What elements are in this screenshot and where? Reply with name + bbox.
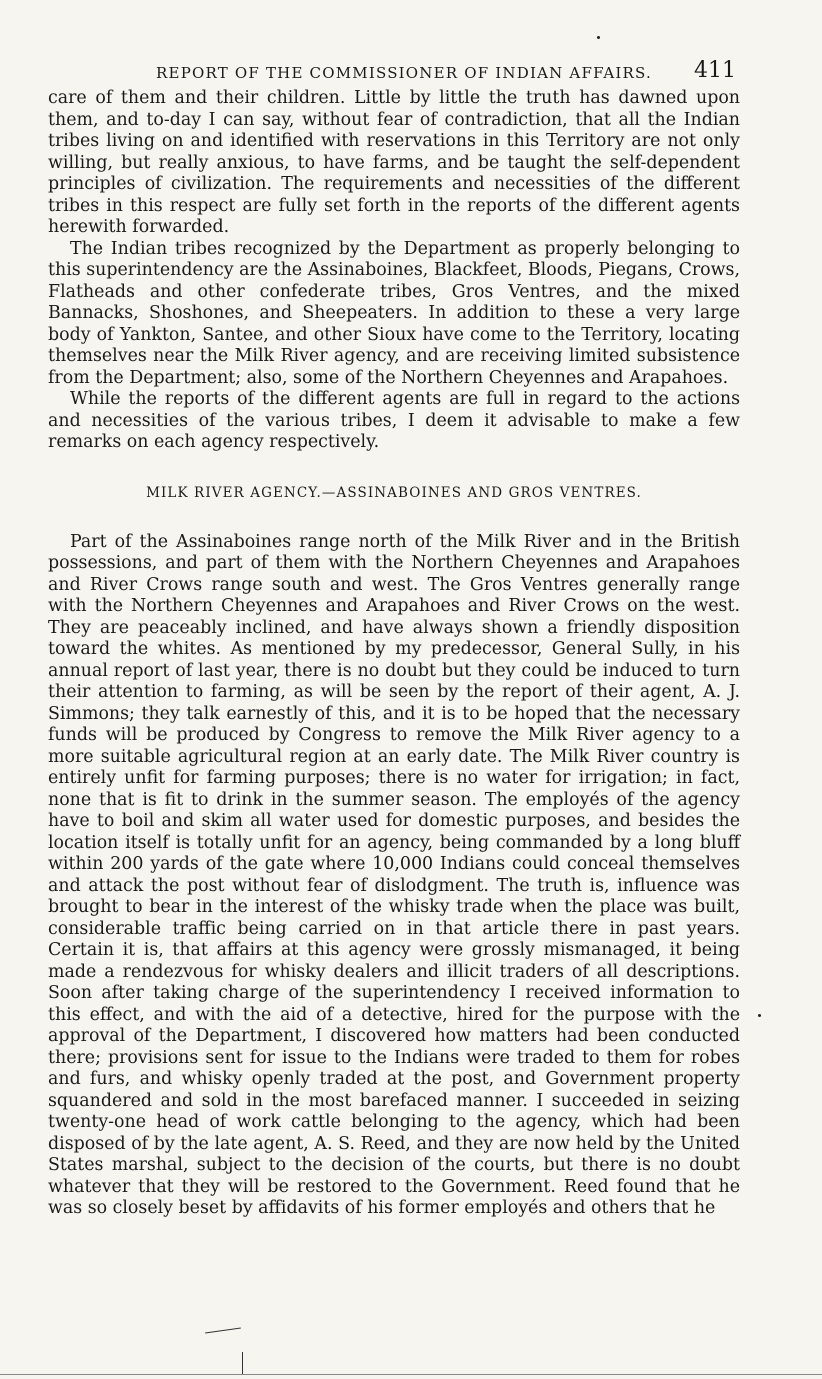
page-number: 411 <box>694 58 736 83</box>
document-page <box>48 58 740 1220</box>
header-title: REPORT OF THE COMMISSIONER OF INDIAN AFFAIRS. <box>156 64 652 82</box>
paragraph-remarks: While the reports of the different agents are full in regard to the actions and necessities of the various tribes, I deem it advisable to make a few remarks on each agency respectively. <box>48 389 740 452</box>
paragraph-tribes: The Indian tribes recognized by the Department as properly belonging to this superintendency are the Assinaboines, Blackfeet, Bloods, Piegans, Crows, Flatheads and other confederate tribes, Gros Ventres, and the mixed Bannacks, Shoshones, and Sheepeaters. In addition to these a very large body of Yankton, Santee, and other Sioux have come to the Territory, locating themselves near the Milk River agency, and are receiving limited subsistence from the Department; also, some of the Northern Cheyennes and Arapahoes. <box>48 238 740 388</box>
scan-mark <box>205 1327 241 1333</box>
scan-speck <box>597 36 600 39</box>
paragraph-milk-river: Part of the Assinaboines range north of the Milk River and in the British possessions, and part of them with the Northern Cheyennes and Arapahoes and River Crows range south and west. The Gros Ventres generally range with the Northern Cheyennes and Arapahoes and River Crows on the west. They are peaceably inclined, and have always shown a friendly disposition toward the whites. As mentioned by my predecessor, General Sully, in his annual report of last year, there is no doubt but they could be induced to turn their attention to farming, as will be seen by the report of their agent, A. J. Simmons; they talk earnestly of this, and it is to be hoped that the necessary funds will be produced by Congress to remove the Milk River agency to a more suitable agricultural region at an early date. The Milk River country is entirely unfit for farming purposes; there is no water for irrigation; in fact, none that is fit to drink in the summer season. The employés of the agency have to boil and skim all water used for domestic purposes, and besides the location itself is totally unfit for an agency, being commanded by a long bluff within 200 yards of the gate where 10,000 Indians could conceal themselves and attack the post without fear of dislodgment. The truth is, influence was brought to bear in the interest of the whisky trade when the place was built, considerable traffic being carried on in that article there in past years. Certain it is, that affairs at this agency were grossly mismanaged, it being made a rendezvous for whisky dealers and illicit traders of all descriptions. Soon after taking charge of the superintendency I received information to this effect, and with the aid of a detective, hired for the purpose with the approval of the Department, I discovered how matters had been conducted there; provisions sent for issue to the Indians were traded to them for robes and furs, and whisky openly traded at the post, and Government property squandered and sold in the most barefaced manner. I succeeded in seizing twenty-one head of work cattle belonging to the agency, which had been disposed of by the late agent, A. S. Reed, and they are now held by the United States marshal, subject to the decision of the courts, but there is no doubt whatever that they will be restored to the Government. Reed found that he was so closely beset by affidavits of his former employés and others that he <box>48 531 740 1218</box>
running-header <box>48 58 740 88</box>
page-edge-rule <box>0 1374 822 1375</box>
scan-speck <box>758 1014 761 1017</box>
scan-mark <box>242 1352 243 1374</box>
section-heading: MILK RIVER AGENCY.—ASSINABOINES AND GROS VENTRES. <box>146 484 642 501</box>
paragraph-continued: care of them and their children. Little by little the truth has dawned upon them, and to-day I can say, without fear of contradiction, that all the Indian tribes living on and identified with reservations in this Territory are not only willing, but really anxious, to have farms, and be taught the self-dependent principles of civilization. The requirements and necessities of the different tribes in this respect are fully set forth in the reports of the different agents herewith forwarded. <box>48 88 740 237</box>
